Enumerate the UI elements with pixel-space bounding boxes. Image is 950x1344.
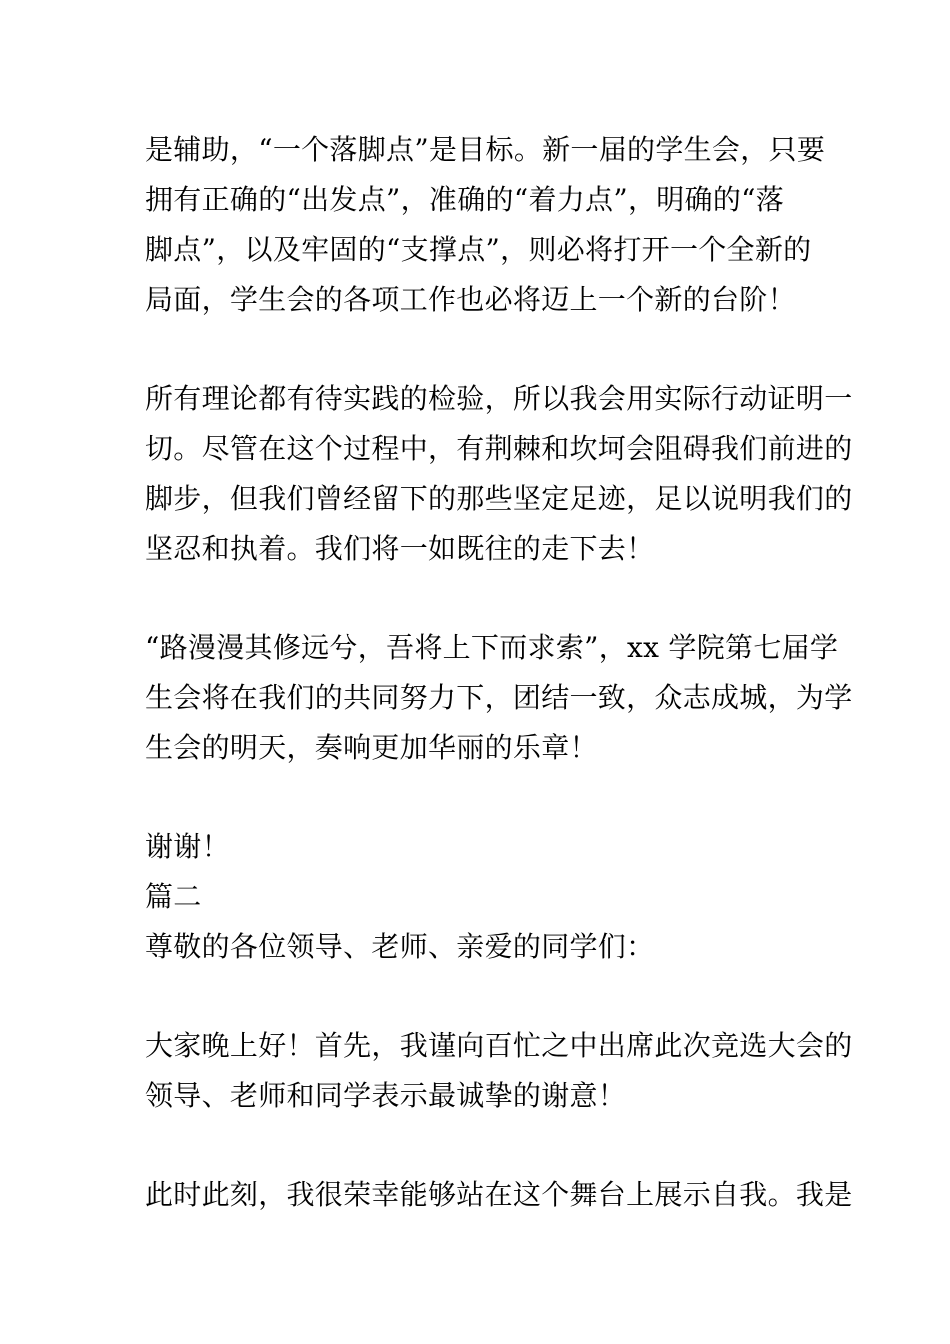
paragraph-2-line-3: 脚步，但我们曾经留下的那些坚定足迹，足以说明我们的 [145,482,853,515]
paragraph-5-line-1: 此时此刻，我很荣幸能够站在这个舞台上展示自我。我是 [145,1178,853,1211]
paragraph-4-line-1: 大家晚上好！首先，我谨向百忙之中出席此次竞选大会的 [145,1029,853,1062]
paragraph-2-line-4: 坚忍和执着。我们将一如既往的走下去！ [145,532,655,565]
section-title: 篇二 [145,880,202,913]
paragraph-4-line-2: 领导、老师和同学表示最诚挚的谢意！ [145,1079,627,1112]
paragraph-1-line-2: 拥有正确的“出发点”，准确的“着力点”，明确的“落 [145,183,785,216]
paragraph-1-line-4: 局面，学生会的各项工作也必将迈上一个新的台阶！ [145,283,796,316]
paragraph-3-line-1: “路漫漫其修远兮，吾将上下而求索”，xx 学院第七届学 [145,631,839,664]
paragraph-3-line-3: 生会的明天，奏响更加华丽的乐章！ [145,731,598,764]
paragraph-1-line-3: 脚点”，以及牢固的“支撑点”，则必将打开一个全新的 [145,233,812,266]
thanks-line: 谢谢！ [145,830,230,863]
salutation: 尊敬的各位领导、老师、亲爱的同学们： [145,930,655,963]
paragraph-3-line-2: 生会将在我们的共同努力下，团结一致，众志成城，为学 [145,681,853,714]
paragraph-2-line-1: 所有理论都有待实践的检验，所以我会用实际行动证明一 [145,382,853,415]
paragraph-2-line-2: 切。尽管在这个过程中，有荆棘和坎坷会阻碍我们前进的 [145,432,853,465]
paragraph-1-line-1: 是辅助，“一个落脚点”是目标。新一届的学生会，只要 [145,133,826,166]
